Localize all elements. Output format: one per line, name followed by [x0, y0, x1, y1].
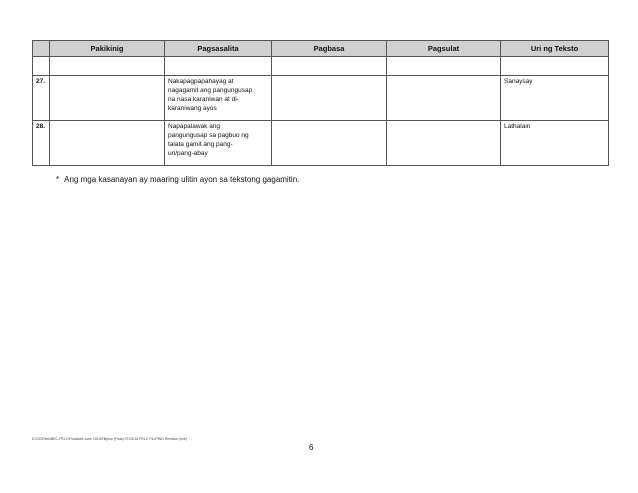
pakikinig-cell — [50, 121, 165, 166]
pagbasa-cell — [272, 76, 387, 121]
row-number: 28. — [36, 123, 46, 130]
uri-ng-teksto-cell — [501, 76, 609, 121]
table-header-row — [33, 41, 609, 57]
header-uri-ng-teksto: Uri ng Teksto — [501, 41, 609, 57]
table-row — [33, 76, 609, 121]
row-number-cell — [33, 121, 50, 166]
table-row — [33, 121, 609, 166]
header-number — [33, 41, 50, 57]
uri-ng-teksto-text: Sanaysay — [504, 78, 533, 85]
file-path-footer: D:\CD\Files\BEC-PELC\Finalized June 2010\Filipino (Final) 07/23/10 PELC FILIPINO Revision (line) — [32, 437, 188, 441]
table-cell — [501, 57, 609, 76]
pagsulat-cell — [387, 121, 501, 166]
row-number-cell — [33, 76, 50, 121]
pagsasalita-text: Napapalawak ang pangungusap sa pagbuo ng talata gamit ang pang- uri/pang-abay — [168, 123, 249, 157]
pagsulat-cell — [387, 76, 501, 121]
pagsasalita-cell — [165, 121, 272, 166]
footnote — [56, 175, 299, 184]
footnote-asterisk: * — [56, 175, 60, 184]
uri-ng-teksto-text: Lathalain — [504, 123, 531, 130]
pakikinig-text — [50, 76, 164, 79]
header-pagsulat: Pagsulat — [387, 41, 501, 57]
pagsulat-text — [387, 121, 500, 124]
table-blank-row — [33, 57, 609, 76]
footnote-text: Ang mga kasanayan ay maaring ulitin ayon sa tekstong gagamitin. — [64, 175, 300, 184]
table-cell — [165, 57, 272, 76]
header-pagbasa: Pagbasa — [272, 41, 387, 57]
table-cell — [272, 57, 387, 76]
uri-ng-teksto-cell — [501, 121, 609, 166]
curriculum-table — [32, 40, 609, 166]
table-cell — [50, 57, 165, 76]
table-cell — [33, 57, 50, 76]
pagsasalita-cell — [165, 76, 272, 121]
header-pagsasalita: Pagsasalita — [165, 41, 272, 57]
table-cell — [387, 57, 501, 76]
pagbasa-text — [272, 76, 386, 79]
pakikinig-cell — [50, 76, 165, 121]
row-number: 27. — [36, 78, 46, 85]
page-number: 6 — [309, 443, 314, 452]
pakikinig-text — [50, 121, 164, 124]
pagsulat-text — [387, 76, 500, 79]
pagbasa-cell — [272, 121, 387, 166]
pagsasalita-text: Nakapagpapahayag at nagagamit ang pangungusap na nasa karaniwan at di- karaniwang ayos — [168, 78, 253, 112]
header-pakikinig: Pakikinig — [50, 41, 165, 57]
pagbasa-text — [272, 121, 386, 124]
